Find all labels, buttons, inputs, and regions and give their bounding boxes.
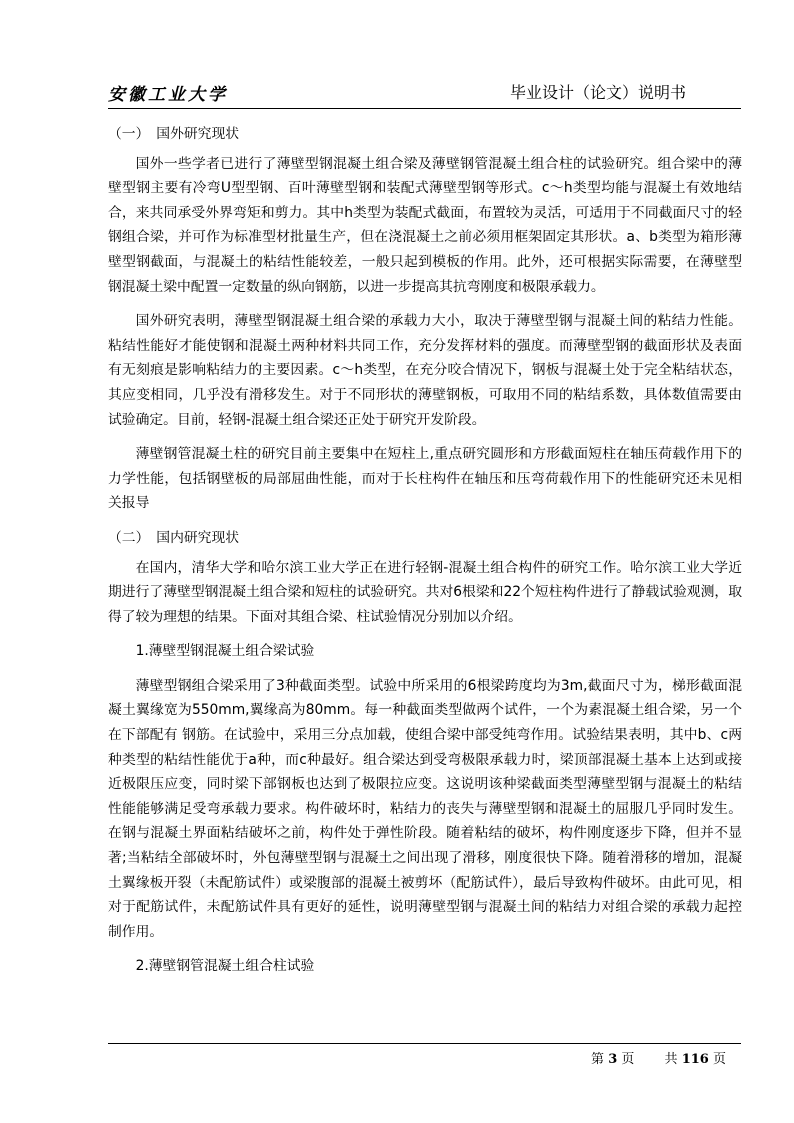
subsection-heading-beam: 1.薄壁型钢混凝土组合梁试验: [135, 643, 315, 660]
page-prefix: 第: [591, 1052, 605, 1067]
page-suffix: 页: [621, 1052, 635, 1067]
page-footer: [591, 1048, 726, 1067]
total-suffix: 页: [712, 1052, 726, 1067]
subsection-heading-column: 2.薄壁钢管混凝土组合柱试验: [135, 958, 315, 975]
total-pages: 116: [681, 1052, 709, 1067]
paragraph: 在国内，清华大学和哈尔滨工业大学正在进行轻钢-混凝土组合构件的研究工作。哈尔滨工业大学近期进行了薄壁型钢混凝土组合梁和短柱的试验研究。共对6根梁和22个短柱构件进行了静载试验观测，取得了较为理想的结果。下面对其组合梁、柱试验情况分别加以介绍。: [108, 559, 742, 625]
header-divider: [108, 108, 741, 109]
document-title: 毕业设计（论文）说明书: [509, 83, 686, 102]
section-heading-domestic: （二） 国内研究现状: [108, 529, 240, 546]
paragraph: 国外研究表明，薄壁型钢混凝土组合梁的承载力大小，取决于薄壁型钢与混凝土间的粘结力性能。粘结性能好才能使钢和混凝土两种材料共同工作，充分发挥材料的强度。而薄壁型钢的截面形状及表面有无刻痕是影响粘结力的主要因素。c～h类型，在充分咬合情况下，钢板与混凝土处于完全粘结状态，其应变相同，几乎没有滑移发生。对于不同形状的薄壁钢板，可取用不同的粘结系数，具体数值需要由试验确定。目前，轻钢-混凝土组合梁还正处于研究开发阶段。: [108, 313, 742, 428]
section-heading-foreign: （一） 国外研究现状: [108, 126, 240, 142]
paragraph: 薄壁钢管混凝土柱的研究目前主要集中在短柱上,重点研究圆形和方形截面短柱在轴压荷载作用下的力学性能，包括钢壁板的局部屈曲性能，而对于长柱构件在轴压和压弯荷载作用下的性能研究还未见相关报导: [108, 446, 742, 512]
total-prefix: 共: [664, 1052, 678, 1067]
university-name: 安徽工业大学: [108, 85, 228, 105]
main-content: [108, 122, 742, 989]
page-number: 3: [608, 1052, 618, 1067]
footer-divider: [108, 1043, 741, 1044]
paragraph: 薄壁型钢组合梁采用了3种截面类型。试验中所采用的6根梁跨度均为3m,截面尺寸为，梯形截面混凝土翼缘宽为550mm,翼缘高为80mm。每一种截面类型做两个试件，一个为素混凝土组合梁，另一个在下部配有 钢筋。在试验中，采用三分点加载，使组合梁中部受纯弯作用。试验结果表明，其中b、c两种类型的粘结性能优于a种，而c种最好。组合梁达到受弯极限承载力时，梁顶部混凝土基本上达到或接近极限压应变，同时梁下部钢板也达到了极限拉应变。这说明该种梁截面类型薄壁型钢与混凝土的粘结性能能够满足受弯承载力要求。构件破坏时，粘结力的丧失与薄壁型钢和混凝土的屈服几乎同时发生。在钢与混凝土界面粘结破坏之前，构件处于弹性阶段。随着粘结的破坏，构件刚度逐步下降，但并不显著;当粘结全部破坏时，外包薄壁型钢与混凝土之间出现了滑移，刚度很快下降。随着滑移的增加，混凝土翼缘板开裂（未配筋试件）或梁腹部的混凝土被剪坏（配筋试件），最后导致构件破坏。由此可见，相对于配筋试件，未配筋试件具有更好的延性，说明薄壁型钢与混凝土间的粘结力对组合梁的承载力起控制作用。: [108, 677, 742, 940]
paragraph: 国外一些学者已进行了薄壁型钢混凝土组合梁及薄壁钢管混凝土组合柱的试验研究。组合梁中的薄壁型钢主要有冷弯U型型钢、百叶薄壁型钢和装配式薄壁型钢等形式。c～h类型均能与混凝土有效地结合，来共同承受外界弯矩和剪力。其中h类型为装配式截面，布置较为灵活，可适用于不同截面尺寸的轻钢组合梁，并可作为标准型材批量生产，但在浇混凝土之前必须用框架固定其形状。a、b类型为箱形薄壁型钢截面，与混凝土的粘结性能较差，一般只起到模板的作用。此外，还可根据实际需要，在薄壁型钢混凝土梁中配置一定数量的纵向钢筋，以进一步提高其抗弯刚度和极限承载力。: [108, 155, 742, 295]
